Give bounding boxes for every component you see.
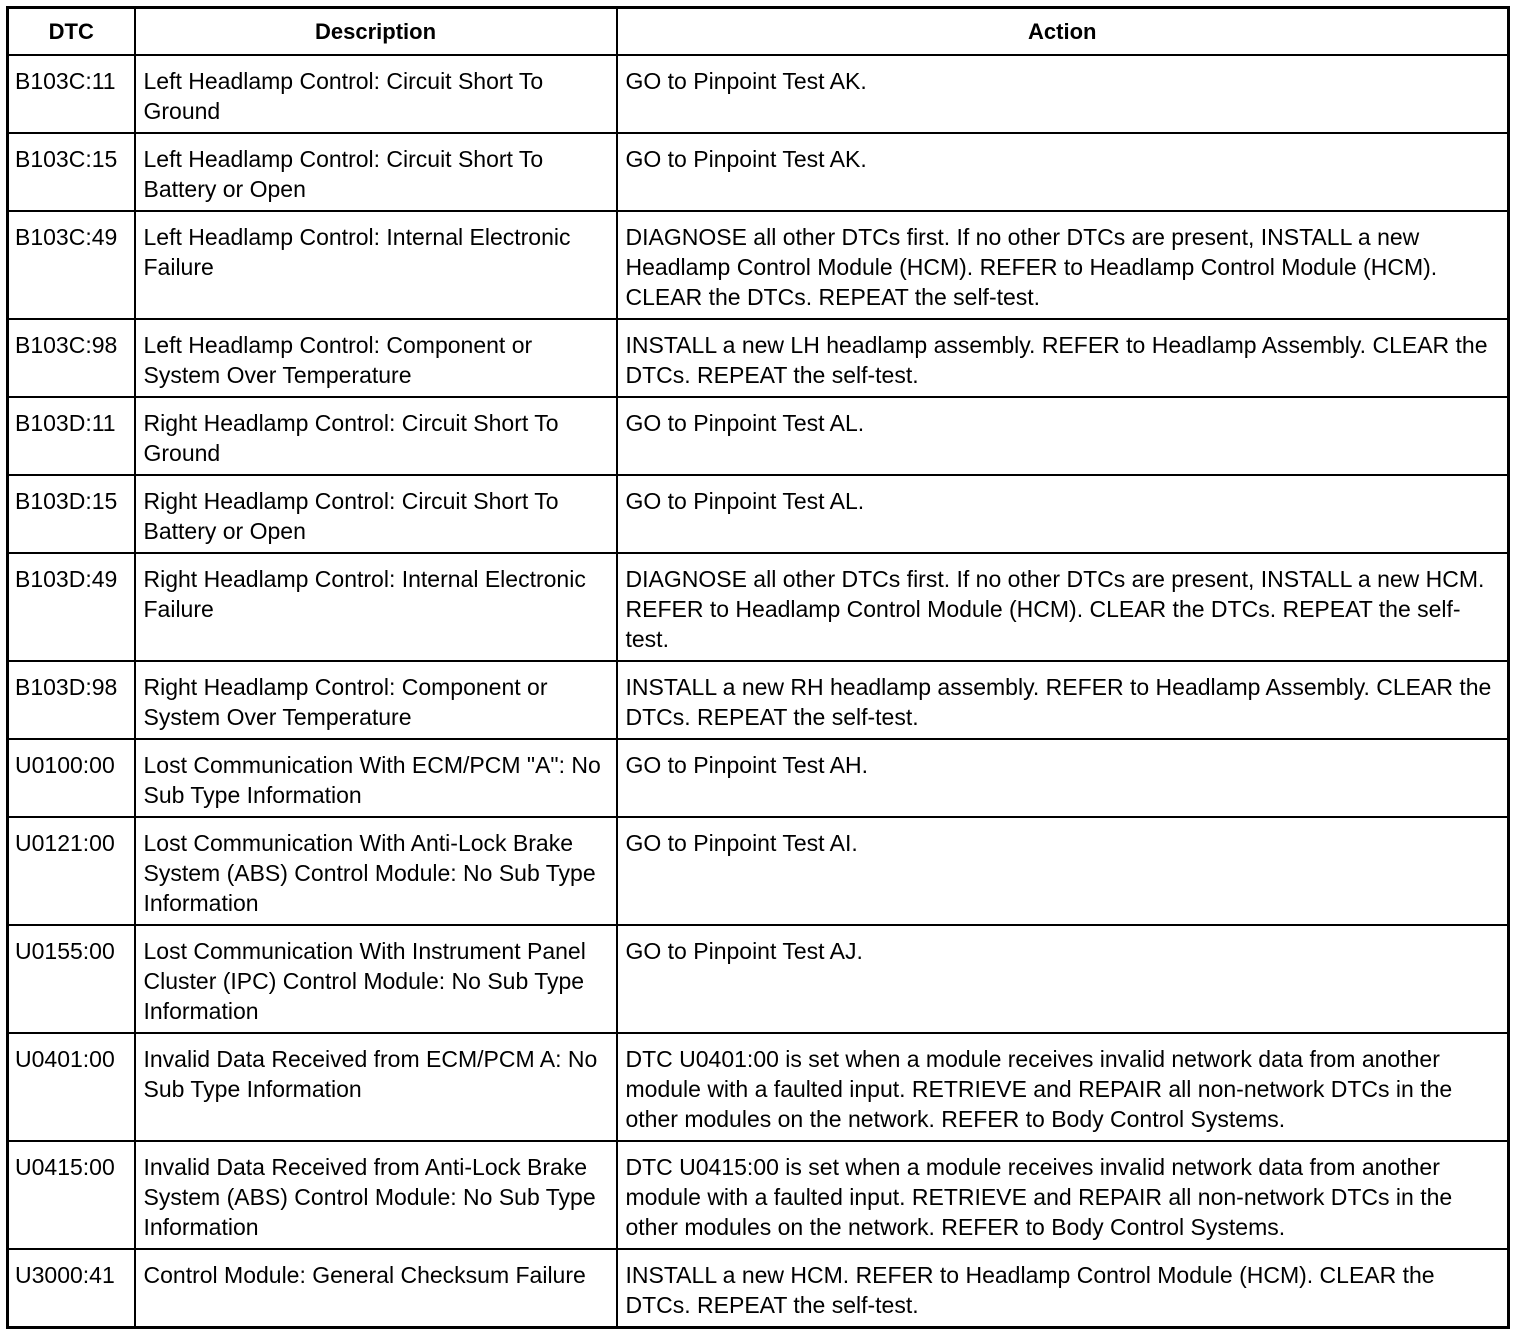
table-header [8, 8, 1509, 56]
dtc-action: GO to Pinpoint Test AK. [617, 55, 1509, 133]
dtc-code: B103C:49 [8, 211, 135, 319]
dtc-code: B103D:49 [8, 553, 135, 661]
dtc-description: Left Headlamp Control: Circuit Short To Battery or Open [135, 133, 617, 211]
dtc-action: GO to Pinpoint Test AJ. [617, 925, 1509, 1033]
table-row [8, 1033, 1509, 1141]
dtc-action: GO to Pinpoint Test AL. [617, 397, 1509, 475]
table-row [8, 319, 1509, 397]
dtc-code: U0100:00 [8, 739, 135, 817]
dtc-code: B103C:11 [8, 55, 135, 133]
dtc-code: B103D:15 [8, 475, 135, 553]
table-row [8, 211, 1509, 319]
dtc-action: INSTALL a new HCM. REFER to Headlamp Control Module (HCM). CLEAR the DTCs. REPEAT the self-test. [617, 1249, 1509, 1328]
dtc-description: Left Headlamp Control: Component or System Over Temperature [135, 319, 617, 397]
table-row [8, 1141, 1509, 1249]
dtc-action: DIAGNOSE all other DTCs first. If no other DTCs are present, INSTALL a new Headlamp Control Module (HCM). REFER to Headlamp Control Module (HCM). CLEAR the DTCs. REPEAT the self-test. [617, 211, 1509, 319]
dtc-action: DTC U0415:00 is set when a module receives invalid network data from another module with a faulted input. RETRIEVE and REPAIR all non-network DTCs in the other modules on the network. REFER to Body Control Systems. [617, 1141, 1509, 1249]
dtc-code: U0415:00 [8, 1141, 135, 1249]
dtc-description: Right Headlamp Control: Component or System Over Temperature [135, 661, 617, 739]
dtc-description: Left Headlamp Control: Circuit Short To Ground [135, 55, 617, 133]
dtc-description: Right Headlamp Control: Circuit Short To Ground [135, 397, 617, 475]
dtc-code: B103C:98 [8, 319, 135, 397]
dtc-action: DIAGNOSE all other DTCs first. If no other DTCs are present, INSTALL a new HCM. REFER to Headlamp Control Module (HCM). CLEAR the DTCs. REPEAT the self-test. [617, 553, 1509, 661]
table-row [8, 553, 1509, 661]
table-row [8, 661, 1509, 739]
table-row [8, 1249, 1509, 1328]
dtc-code: U3000:41 [8, 1249, 135, 1328]
header-row [8, 8, 1509, 56]
table-row [8, 55, 1509, 133]
table-row [8, 739, 1509, 817]
dtc-description: Control Module: General Checksum Failure [135, 1249, 617, 1328]
dtc-table [6, 6, 1510, 1329]
dtc-action: INSTALL a new RH headlamp assembly. REFER to Headlamp Assembly. CLEAR the DTCs. REPEAT the self-test. [617, 661, 1509, 739]
dtc-description: Left Headlamp Control: Internal Electronic Failure [135, 211, 617, 319]
table-row [8, 397, 1509, 475]
table-row [8, 475, 1509, 553]
dtc-code: U0401:00 [8, 1033, 135, 1141]
dtc-code: B103D:11 [8, 397, 135, 475]
dtc-action: GO to Pinpoint Test AK. [617, 133, 1509, 211]
dtc-code: B103D:98 [8, 661, 135, 739]
table-body [8, 55, 1509, 1328]
dtc-description: Lost Communication With ECM/PCM "A": No Sub Type Information [135, 739, 617, 817]
header-dtc: DTC [8, 8, 135, 56]
header-description: Description [135, 8, 617, 56]
dtc-action: GO to Pinpoint Test AI. [617, 817, 1509, 925]
dtc-description: Right Headlamp Control: Internal Electronic Failure [135, 553, 617, 661]
dtc-action: GO to Pinpoint Test AL. [617, 475, 1509, 553]
dtc-description: Right Headlamp Control: Circuit Short To Battery or Open [135, 475, 617, 553]
table-row [8, 133, 1509, 211]
table-row [8, 817, 1509, 925]
dtc-code: U0121:00 [8, 817, 135, 925]
dtc-action: DTC U0401:00 is set when a module receives invalid network data from another module with a faulted input. RETRIEVE and REPAIR all non-network DTCs in the other modules on the network. REFER to Body Control Systems. [617, 1033, 1509, 1141]
dtc-code: U0155:00 [8, 925, 135, 1033]
dtc-description: Invalid Data Received from ECM/PCM A: No Sub Type Information [135, 1033, 617, 1141]
dtc-code: B103C:15 [8, 133, 135, 211]
dtc-action: INSTALL a new LH headlamp assembly. REFER to Headlamp Assembly. CLEAR the DTCs. REPEAT the self-test. [617, 319, 1509, 397]
table-row [8, 925, 1509, 1033]
header-action: Action [617, 8, 1509, 56]
dtc-description: Lost Communication With Instrument Panel Cluster (IPC) Control Module: No Sub Type Information [135, 925, 617, 1033]
dtc-action: GO to Pinpoint Test AH. [617, 739, 1509, 817]
dtc-description: Lost Communication With Anti-Lock Brake System (ABS) Control Module: No Sub Type Information [135, 817, 617, 925]
dtc-description: Invalid Data Received from Anti-Lock Brake System (ABS) Control Module: No Sub Type Information [135, 1141, 617, 1249]
